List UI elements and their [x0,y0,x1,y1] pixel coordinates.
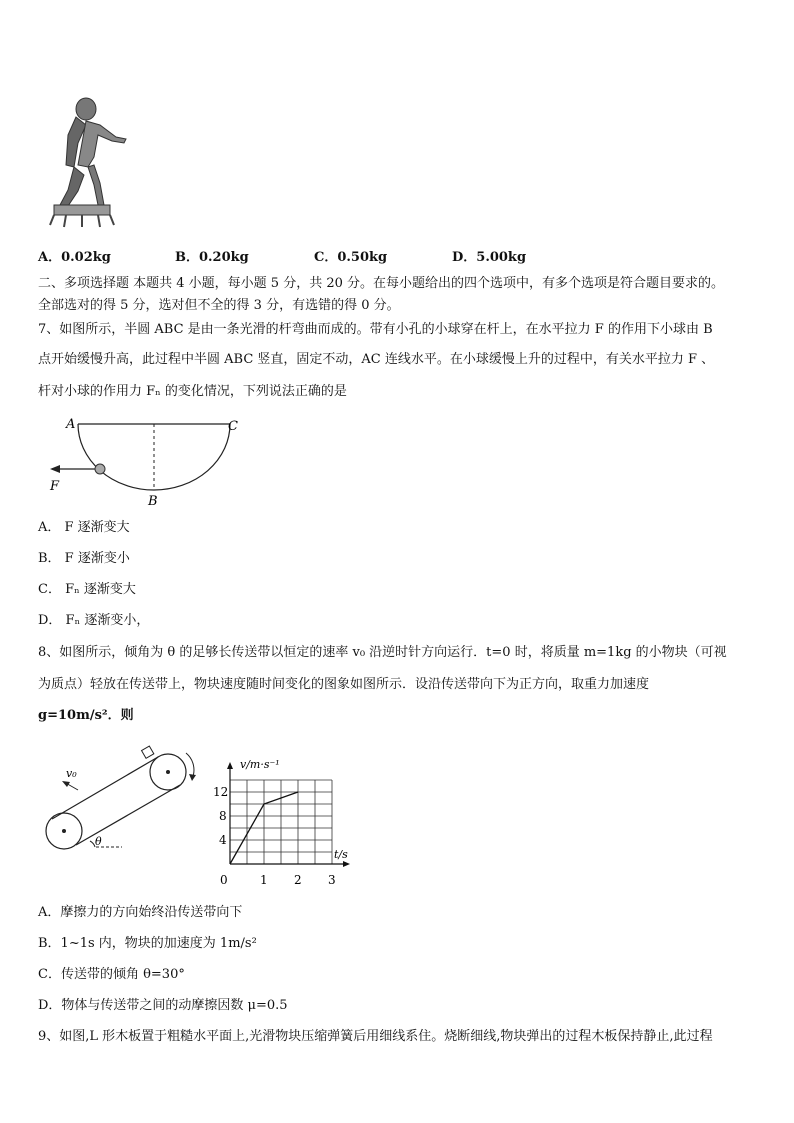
label-f: F [50,479,60,494]
q8-option-d: D．物体与传送带之间的动摩擦因数 μ=0.5 [38,998,288,1013]
label-c: C [228,419,238,434]
q9-line1: 9、如图,L 形木板置于粗糙水平面上,光滑物块压缩弹簧后用细线系住。烧断细线,物块弹出的过程木板保持静止,此过程 [38,1029,713,1044]
q8-option-b: B．1~1s 内，物块的加速度为 1m/s² [38,936,257,951]
y-axis-arrow [227,762,233,769]
y-tick-label: 8 [219,809,227,823]
x-tick-label: 3 [328,873,336,887]
q6-options [38,248,758,268]
q8-line1: 8、如图所示，倾角为 θ 的足够长传送带以恒定的速率 v₀ 沿逆时针方向运行．t=0 时，将质量 m=1kg 的小物块（可视 [38,645,727,660]
x-tick-label: 2 [294,873,302,887]
q7-option-b: B． F 逐渐变小 [38,551,130,566]
q6-option-b: B．0.20kg [175,250,249,265]
astronaut-figure [38,95,138,235]
theta-label: θ [95,835,102,848]
q8-option-a: A．摩擦力的方向始终沿传送带向下 [38,905,243,920]
conveyor-belt-figure [38,745,208,855]
q7-option-a: A． F 逐渐变大 [38,520,130,535]
q7-option-d: D． Fₙ 逐渐变小， [38,613,150,628]
q7-line2: 点开始缓慢升高，此过程中半圆 ABC 竖直，固定不动，AC 连线水平。在小球缓慢上升的过程中，有关水平拉力 F 、 [38,352,715,367]
q8-line3: g=10m/s²．则 [38,708,134,723]
q7-line1: 7、如图所示，半圆 ABC 是由一条光滑的杆弯曲而成的。带有小孔的小球穿在杆上，在水平拉力 F 的作用下小球由 B [38,322,713,337]
y-tick-label: 12 [213,785,229,799]
section2-line1: 二、多项选择题 本题共 4 小题，每小题 5 分，共 20 分。在每小题给出的四个选项中，有多个选项是符合题目要求的。 [38,276,725,291]
q6-option-a: A．0.02kg [38,250,111,265]
x-axis-label: t/s [334,848,348,861]
q7-line3: 杆对小球的作用力 Fₙ 的变化情况，下列说法正确的是 [38,384,347,399]
label-b: B [148,494,158,509]
x-axis-arrow [343,861,350,867]
q6-option-d: D．5.00kg [452,250,527,265]
semicircle-figure [40,410,250,510]
q8-option-c: C．传送带的倾角 θ=30° [38,967,185,982]
velocity-time-chart [210,752,370,892]
section2-line2: 全部选对的得 5 分，选对但不全的得 3 分，有选错的得 0 分。 [38,298,400,313]
q7-option-c: C． Fₙ 逐渐变大 [38,582,136,597]
label-a: A [66,417,76,432]
x-tick-label: 0 [220,873,228,887]
y-axis-label: v/m·s⁻¹ [240,758,280,771]
x-tick-label: 1 [260,873,268,887]
q8-line2: 为质点）轻放在传送带上，物块速度随时间变化的图象如图所示．设沿传送带向下为正方向，取重力加速度 [38,677,650,692]
y-tick-label: 4 [219,833,227,847]
v0-label: v₀ [66,767,77,780]
q6-option-c: C．0.50kg [314,250,388,265]
